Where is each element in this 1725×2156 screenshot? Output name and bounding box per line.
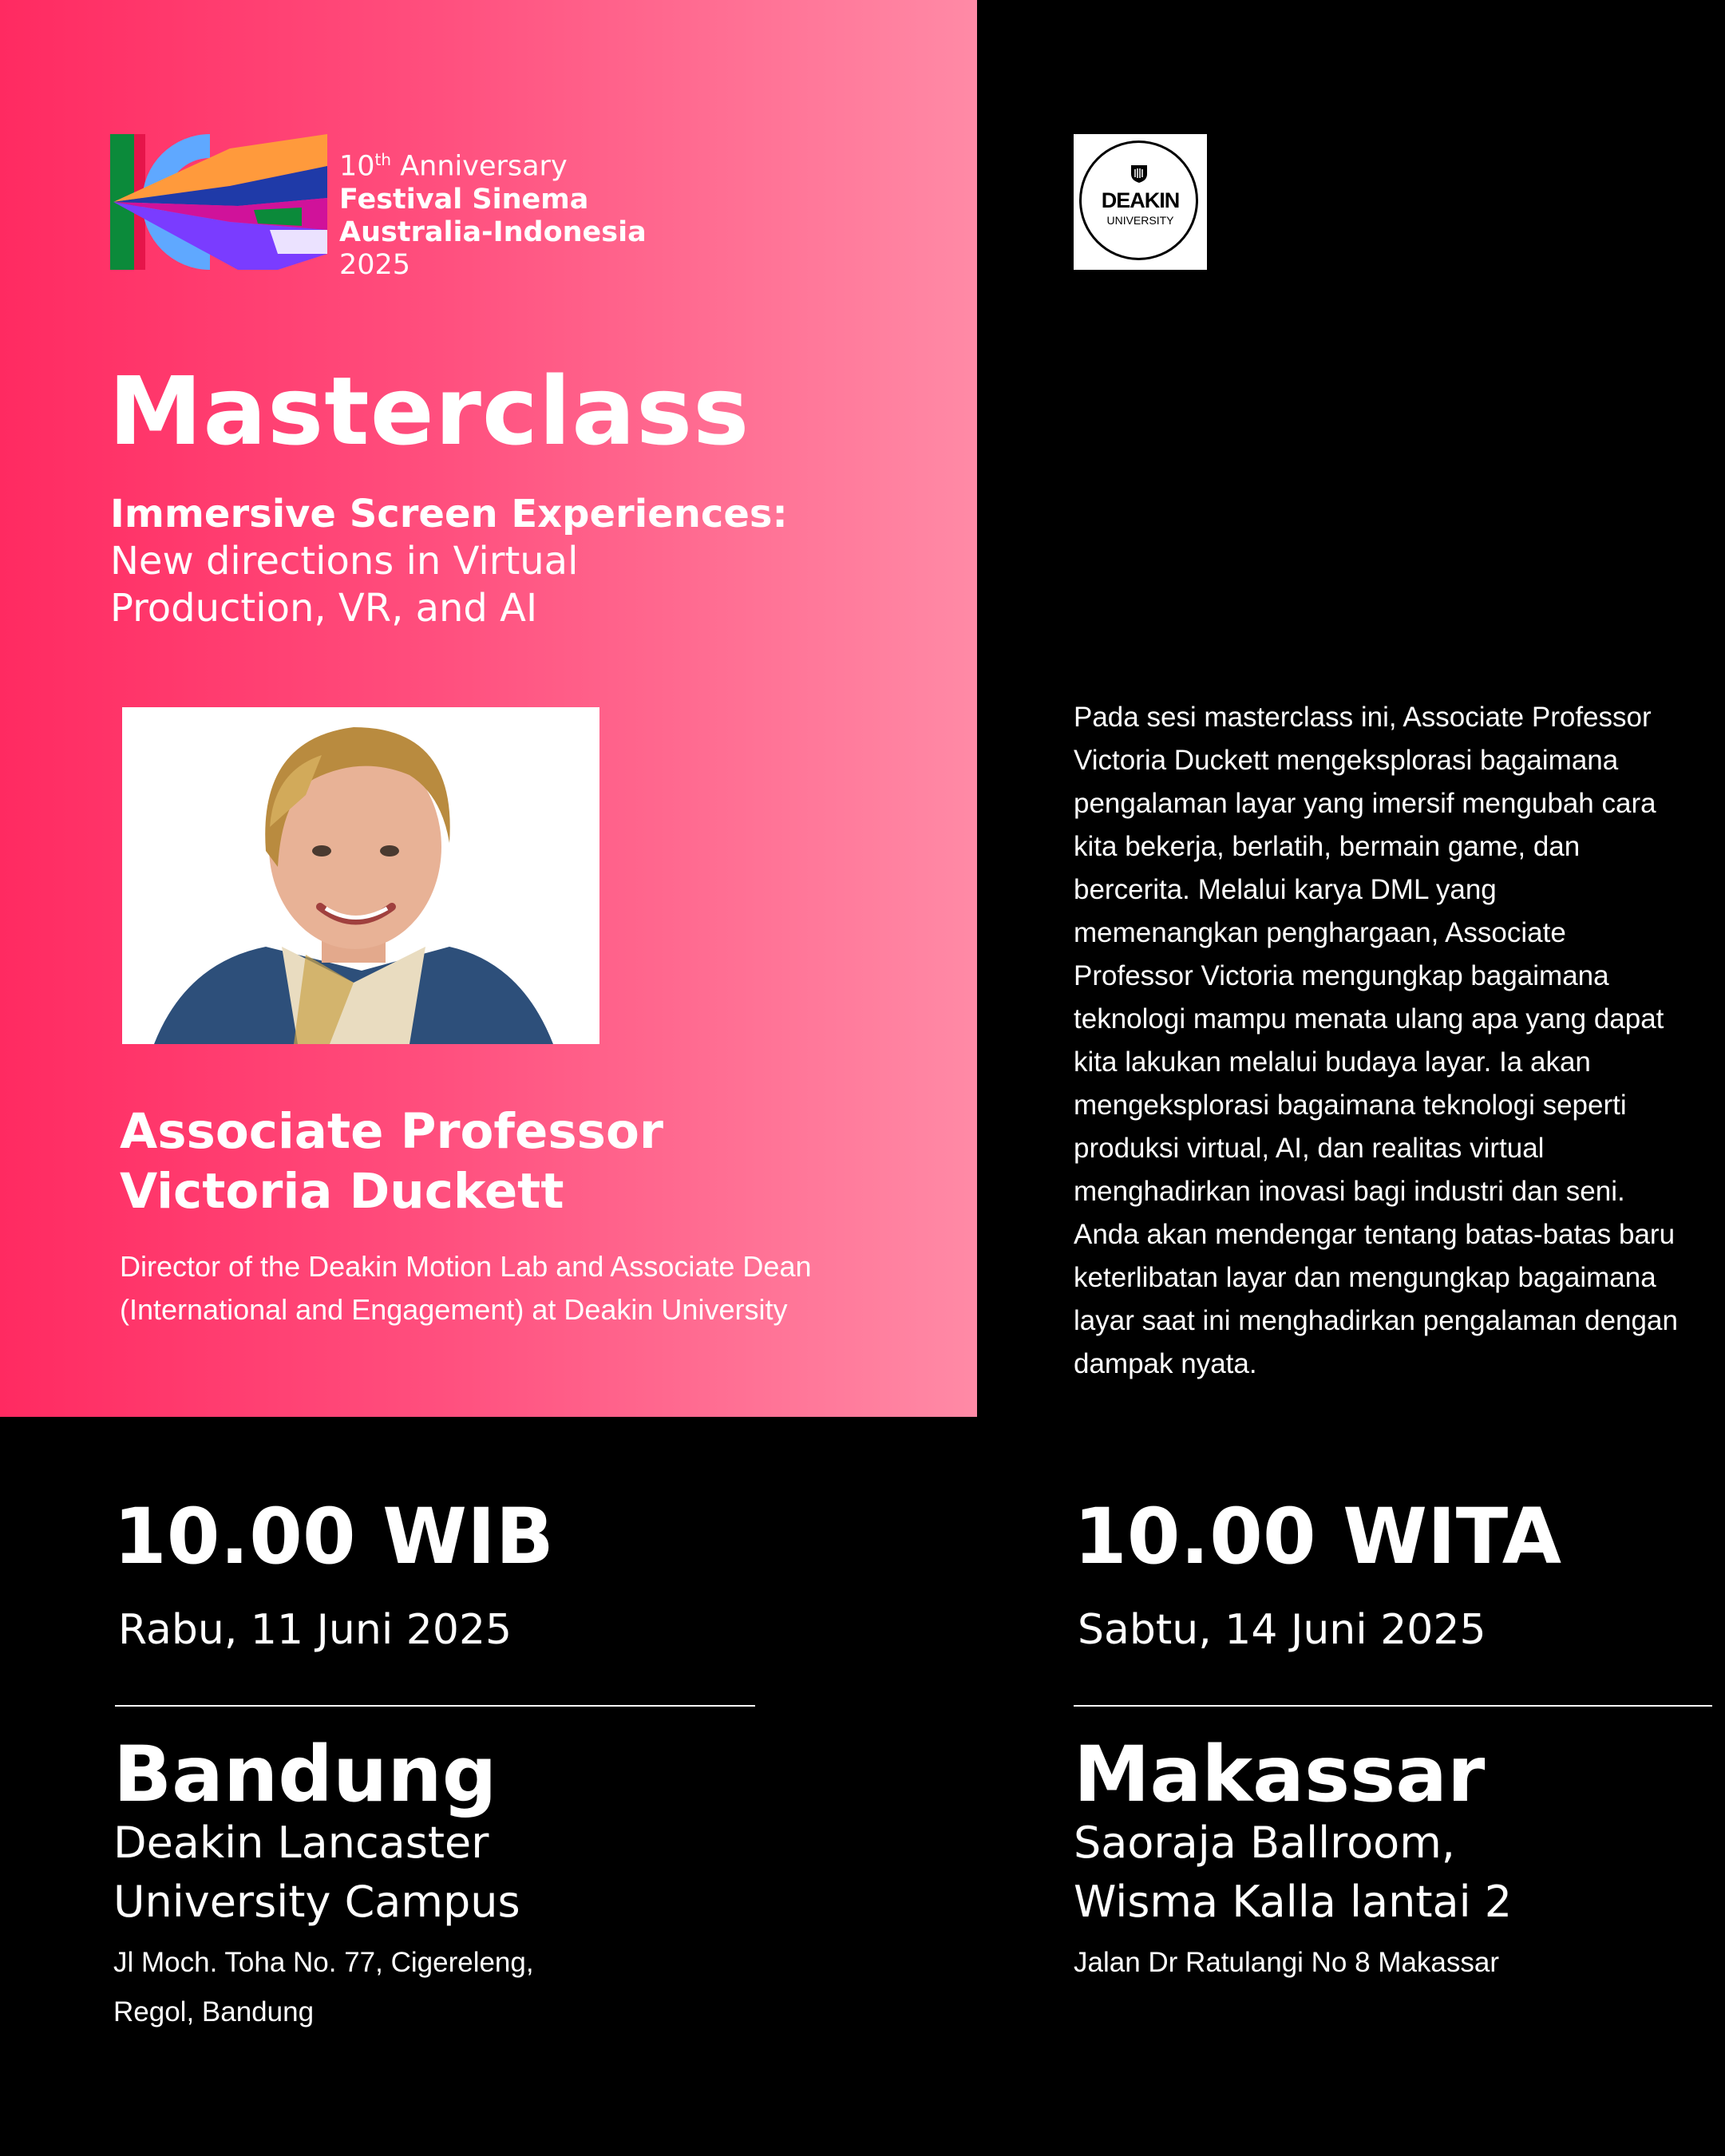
session-city-makassar: Makassar bbox=[1074, 1730, 1486, 1819]
session-time-bandung: 10.00 WIB bbox=[113, 1492, 554, 1581]
session-date-makassar: Sabtu, 14 Juni 2025 bbox=[1078, 1606, 1486, 1654]
address-bandung-line-2: Regol, Bandung bbox=[113, 1996, 315, 2027]
festival-10-logo bbox=[110, 134, 327, 270]
speaker-name-line-1: Associate Professor bbox=[120, 1103, 663, 1160]
festival-line1-num: 10 bbox=[339, 150, 375, 183]
session-address-makassar bbox=[1074, 1938, 1499, 1988]
subtitle-bold-line: Immersive Screen Experiences: bbox=[110, 492, 788, 536]
speaker-photo bbox=[122, 707, 599, 1044]
event-title: Masterclass bbox=[109, 356, 750, 466]
festival-line1-sup: th bbox=[374, 150, 392, 169]
session-date-bandung: Rabu, 11 Juni 2025 bbox=[118, 1606, 512, 1654]
event-description: Pada sesi masterclass ini, Associate Professor Victoria Duckett mengeksplorasi bagaimana pengalaman layar yang imersif mengubah cara kita bekerja, berlatih, bermain game, dan bercerita. Melalui karya DML yang memenangkan penghargaan, Associate Professor Victoria mengungkap bagaimana teknologi mampu menata ulang apa yang dapat kita lakukan melalui budaya layar. Ia akan mengeksplorasi bagaimana teknologi seperti produksi virtual, AI, dan realitas virtual menghadirkan inovasi bagi industri dan seni. Anda akan mendengar tentang batas-batas baru keterlibatan layar dan mengungkap bagaimana layar saat ini menghadirkan pengalaman dengan dampak nyata. bbox=[1074, 702, 1678, 1379]
subtitle-line-2: New directions in Virtual bbox=[110, 539, 579, 584]
speaker-portrait-illustration bbox=[122, 707, 599, 1044]
venue-makassar-line-2: Wisma Kalla lantai 2 bbox=[1074, 1877, 1513, 1927]
deakin-subtitle: UNIVERSITY bbox=[1106, 214, 1174, 227]
venue-bandung-line-2: University Campus bbox=[113, 1877, 520, 1927]
divider-makassar bbox=[1074, 1705, 1712, 1707]
festival-line2: Festival Sinema bbox=[339, 183, 589, 216]
venue-makassar-line-1: Saoraja Ballroom, bbox=[1074, 1818, 1455, 1868]
session-time-makassar: 10.00 WITA bbox=[1074, 1492, 1562, 1581]
festival-name bbox=[339, 144, 647, 282]
session-address-bandung bbox=[113, 1938, 534, 2037]
session-city-bandung: Bandung bbox=[113, 1730, 497, 1819]
festival-line1-rest: Anniversary bbox=[391, 150, 568, 183]
venue-bandung-line-1: Deakin Lancaster bbox=[113, 1818, 489, 1868]
speaker-name bbox=[120, 1102, 663, 1221]
speaker-role-line-2: (International and Engagement) at Deakin University bbox=[120, 1293, 788, 1326]
event-subtitle bbox=[110, 491, 956, 632]
deakin-name: DEAKIN bbox=[1101, 188, 1180, 212]
speaker-role bbox=[120, 1245, 950, 1331]
speaker-role-line-1: Director of the Deakin Motion Lab and Associate Dean bbox=[120, 1250, 812, 1283]
subtitle-line-3: Production, VR, and AI bbox=[110, 586, 538, 631]
deakin-university-logo bbox=[1074, 134, 1207, 270]
address-makassar-line-1: Jalan Dr Ratulangi No 8 Makassar bbox=[1074, 1947, 1500, 1978]
address-bandung-line-1: Jl Moch. Toha No. 77, Cigereleng, bbox=[113, 1947, 534, 1978]
festival-year: 2025 bbox=[339, 248, 411, 281]
session-venue-makassar bbox=[1074, 1814, 1512, 1932]
festival-line3: Australia-Indonesia bbox=[339, 216, 647, 248]
deakin-crest-icon bbox=[1129, 163, 1149, 184]
session-venue-bandung bbox=[113, 1814, 520, 1932]
divider-bandung bbox=[115, 1705, 755, 1707]
speaker-name-line-2: Victoria Duckett bbox=[120, 1163, 564, 1220]
